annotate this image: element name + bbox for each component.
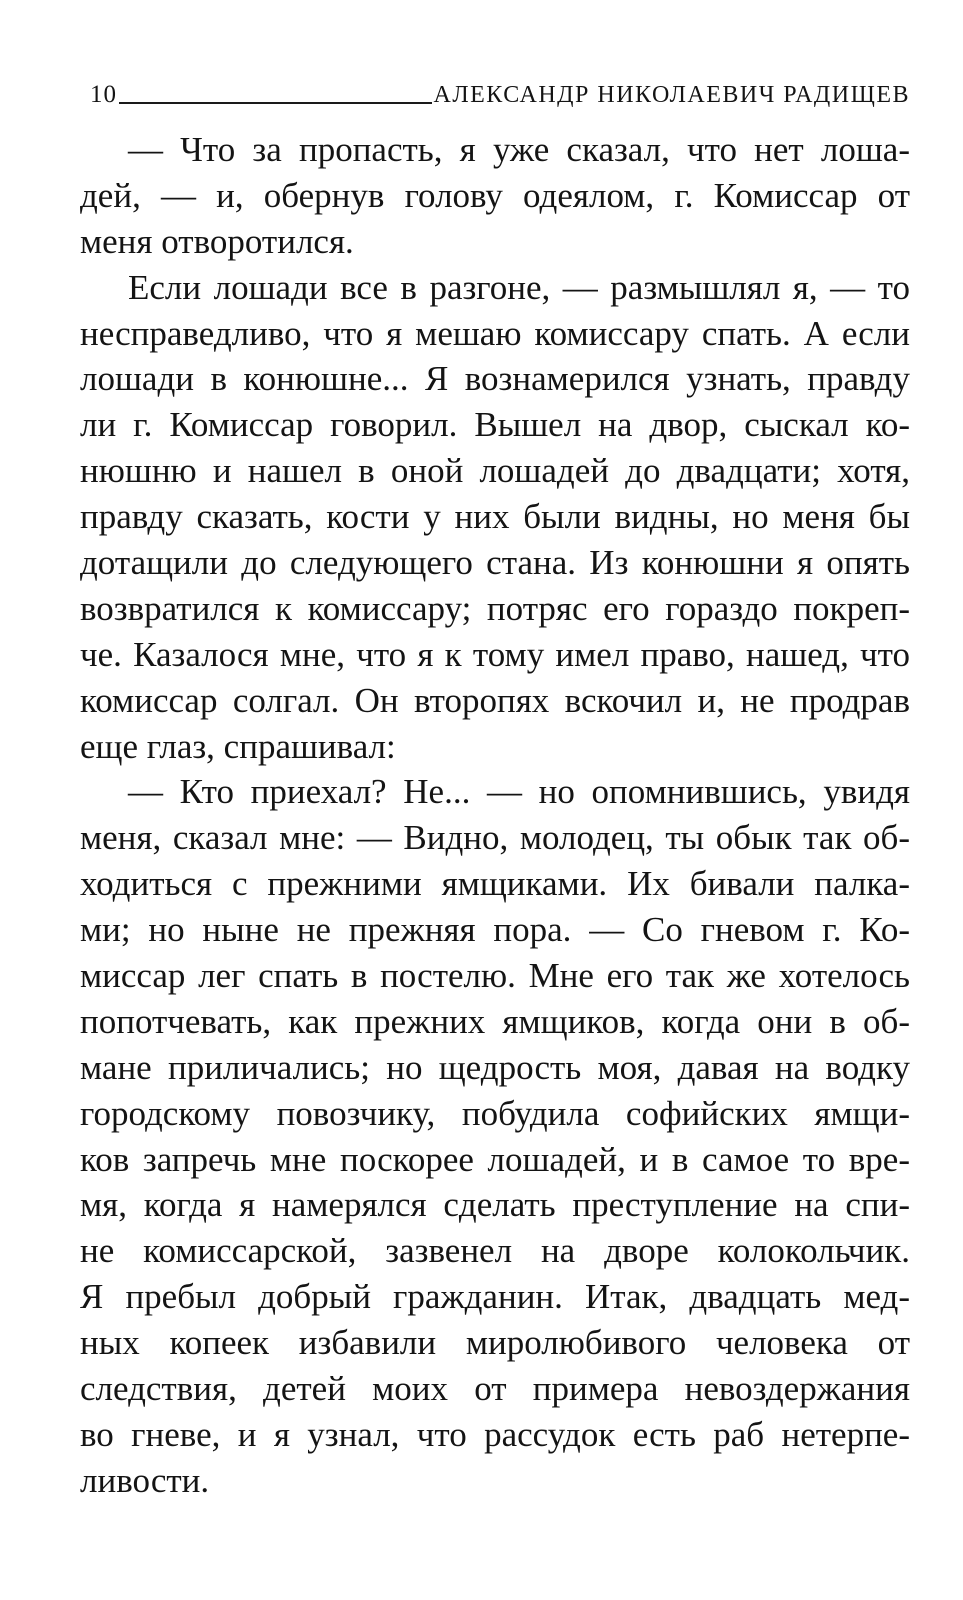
text-line: Если лошади все в разгоне, — размышлял я, — то — [128, 267, 910, 307]
page-number: 10 — [90, 81, 117, 108]
text-line: следствия, детей моих от примера невоздержания — [80, 1369, 910, 1409]
text-line: несправедливо, что я мешаю комиссару спать. А если — [80, 313, 910, 353]
text-line: Я пребыл добрый гражданин. Итак, двадцать мед- — [80, 1277, 910, 1317]
text-line: — Кто приехал? Не... — но опомнившись, увидя — [128, 772, 910, 812]
running-head-author: АЛЕКСАНДР НИКОЛАЕВИЧ РАДИЩЕВ — [433, 82, 910, 108]
text-line: ливости. — [80, 1460, 210, 1500]
text-line: нюшню и нашел в оной лошадей до двадцати; хотя, — [80, 451, 910, 491]
text-line: лошади в конюшне... Я вознамерился узнать, правду — [80, 359, 910, 399]
text-line: не комиссарской, зазвенел на дворе колокольчик. — [80, 1231, 910, 1271]
text-line: мя, когда я намерялся сделать преступление на спи- — [80, 1185, 910, 1225]
text-line: меня отворотился. — [80, 221, 354, 261]
body-text — [80, 127, 910, 1504]
text-line: че. Казалося мне, что я к тому имел право, нашед, что — [80, 634, 910, 674]
text-line: попотчевать, как прежних ямщиков, когда они в об- — [80, 1001, 910, 1041]
running-head — [90, 70, 910, 110]
text-line: дотащили до следующего стана. Из конюшни я опять — [80, 543, 910, 583]
text-line: ных копеек избавили миролюбивого человека от — [80, 1323, 910, 1363]
text-line: миссар лег спать в постелю. Мне его так же хотелось — [80, 956, 910, 996]
text-line: ли г. Комиссар говорил. Вышел на двор, сыскал ко- — [80, 405, 910, 445]
text-line: еще глаз, спрашивал: — [80, 726, 396, 766]
text-line: — Что за пропасть, я уже сказал, что нет лоша- — [128, 130, 910, 169]
text-line: ходиться с прежними ямщиками. Их бивали палка- — [80, 864, 910, 904]
header-rule — [119, 102, 432, 104]
text-line: ков запречь мне поскорее лошадей, и в самое то вре- — [80, 1139, 910, 1179]
text-line: ми; но ныне не прежняя пора. — Со гневом г. Ко- — [80, 910, 910, 950]
text-line: мане приличались; но щедрость моя, давая на водку — [80, 1047, 910, 1087]
text-line: во гневе, и я узнал, что рассудок есть раб нетерпе- — [80, 1414, 910, 1454]
text-line: правду сказать, кости у них были видны, но меня бы — [80, 497, 910, 537]
text-line: комиссар солгал. Он второпях вскочил и, не продрав — [80, 680, 910, 720]
text-line: возвратился к комиссару; потряс его гораздо покреп- — [80, 588, 910, 628]
text-line: дей, — и, обернув голову одеялом, г. Комиссар от — [80, 175, 910, 215]
text-line: меня, сказал мне: — Видно, молодец, ты обык так об- — [80, 818, 910, 858]
text-line: городскому повозчику, побудила софийских ямщи- — [80, 1093, 910, 1133]
